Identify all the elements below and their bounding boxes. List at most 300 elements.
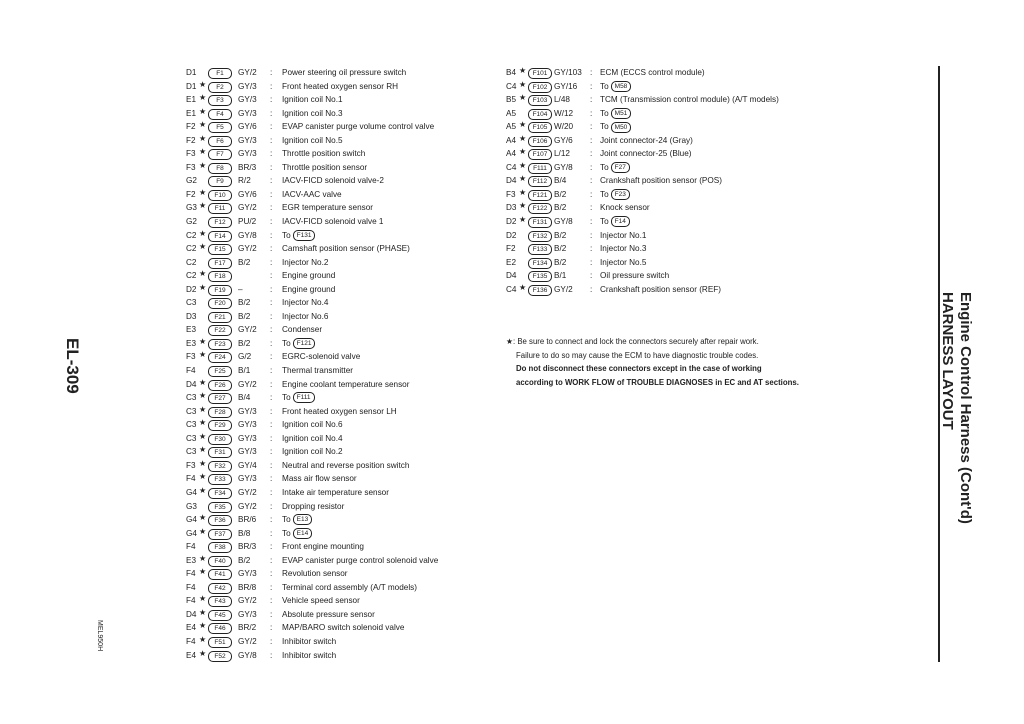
- star-mark: ★: [199, 106, 207, 116]
- connector-id-badge: F24: [208, 352, 232, 363]
- connector-description: Knock sensor: [600, 203, 650, 213]
- connector-description: To E14: [282, 527, 312, 541]
- grid-position: G4: [186, 515, 197, 525]
- grid-position: D2: [186, 284, 197, 294]
- colon: :: [590, 81, 593, 91]
- connector-id-badge: F132: [528, 231, 552, 242]
- colon: :: [270, 650, 273, 660]
- connector-color: B/2: [554, 257, 567, 267]
- connector-id-badge: F27: [208, 393, 232, 404]
- star-mark: ★: [199, 404, 207, 414]
- connector-description: To F111: [282, 391, 315, 405]
- connector-description: EGR temperature sensor: [282, 203, 374, 213]
- colon: :: [590, 271, 593, 281]
- colon: :: [270, 569, 273, 579]
- star-mark: ★: [199, 282, 207, 292]
- grid-position: F2: [186, 135, 196, 145]
- connector-description: Front engine mounting: [282, 542, 364, 552]
- colon: :: [270, 271, 273, 281]
- connector-id-badge: F15: [208, 244, 232, 255]
- connector-color: B/2: [554, 189, 567, 199]
- connector-description: Mass air flow sensor: [282, 474, 357, 484]
- colon: :: [270, 135, 273, 145]
- star-mark: ★: [519, 174, 527, 184]
- to-connector-badge: F121: [293, 338, 316, 349]
- connector-color: B/8: [238, 528, 251, 538]
- colon: :: [590, 95, 593, 105]
- connector-id-badge: F34: [208, 488, 232, 499]
- grid-position: G3: [186, 501, 197, 511]
- star-mark: ★: [519, 133, 527, 143]
- connector-id-badge: F12: [208, 217, 232, 228]
- note-line-1: [506, 335, 799, 349]
- connector-id-badge: F51: [208, 637, 232, 648]
- colon: :: [270, 203, 273, 213]
- star-mark: ★: [199, 485, 207, 495]
- connector-id-badge: F42: [208, 583, 232, 594]
- grid-position: D3: [506, 203, 517, 213]
- connector-color: B/2: [238, 555, 251, 565]
- grid-position: C2: [186, 271, 197, 281]
- colon: :: [270, 230, 273, 240]
- colon: :: [270, 325, 273, 335]
- connector-id-badge: F134: [528, 258, 552, 269]
- to-connector-badge: M58: [611, 81, 632, 92]
- connector-color: GY/2: [238, 68, 257, 77]
- connector-color: BR/3: [238, 542, 257, 552]
- grid-position: E3: [186, 338, 197, 348]
- connector-color: L/12: [554, 149, 570, 159]
- connector-description: To F23: [600, 188, 630, 202]
- grid-position: B5: [506, 95, 517, 105]
- grid-position: F3: [506, 189, 516, 199]
- connector-description: Ignition coil No.5: [282, 135, 343, 145]
- connector-description: Thermal transmitter: [282, 366, 353, 376]
- connector-description: Injector No.6: [282, 311, 329, 321]
- colon: :: [270, 636, 273, 646]
- grid-position: F4: [186, 636, 196, 646]
- star-mark: ★: [199, 120, 207, 130]
- connector-description: Camshaft position sensor (PHASE): [282, 244, 410, 254]
- star-mark: ★: [199, 79, 207, 89]
- connector-color: GY/3: [238, 108, 257, 118]
- grid-position: F2: [186, 122, 196, 132]
- connector-color: G/2: [238, 352, 252, 362]
- connector-description: To F131: [282, 229, 315, 243]
- star-mark: ★: [199, 336, 207, 346]
- grid-position: A5: [506, 122, 517, 132]
- grid-position: D1: [186, 81, 197, 91]
- connector-color: GY/2: [554, 284, 573, 294]
- connector-description: Injector No.3: [600, 244, 647, 254]
- connector-color: B/2: [238, 298, 251, 308]
- connector-id-badge: F21: [208, 312, 232, 323]
- star-mark: ★: [199, 160, 207, 170]
- colon: :: [270, 311, 273, 321]
- to-connector-badge: M51: [611, 108, 632, 119]
- star-mark: ★: [199, 269, 207, 279]
- connector-color: B/2: [554, 244, 567, 254]
- connector-id-badge: F103: [528, 95, 552, 106]
- grid-position: A4: [506, 149, 517, 159]
- grid-position: C2: [186, 230, 197, 240]
- connector-id-badge: F35: [208, 502, 232, 513]
- grid-position: C4: [506, 162, 517, 172]
- star-mark: ★: [199, 648, 207, 658]
- connector-id-badge: F122: [528, 203, 552, 214]
- connector-description: Crankshaft position sensor (POS): [600, 176, 722, 186]
- connector-color: GY/2: [238, 244, 257, 254]
- connector-description: Condenser: [282, 325, 323, 335]
- grid-position: D1: [186, 68, 197, 77]
- page-number: EL-309: [63, 338, 82, 394]
- colon: :: [590, 257, 593, 267]
- connector-color: B/2: [238, 311, 251, 321]
- connector-color: GY/3: [238, 81, 257, 91]
- connector-id-badge: F26: [208, 380, 232, 391]
- star-mark: ★: [199, 187, 207, 197]
- connector-color: BR/3: [238, 162, 257, 172]
- colon: :: [270, 284, 273, 294]
- connector-id-badge: F38: [208, 542, 232, 553]
- connector-description: Injector No.4: [282, 298, 329, 308]
- connector-description: MAP/BARO switch solenoid valve: [282, 623, 405, 633]
- connector-id-badge: F36: [208, 515, 232, 526]
- connector-color: B/4: [554, 176, 567, 186]
- connector-id-badge: F31: [208, 447, 232, 458]
- connector-id-badge: F9: [208, 176, 232, 187]
- connector-id-badge: F14: [208, 231, 232, 242]
- star-mark: ★: [519, 93, 527, 103]
- colon: :: [270, 596, 273, 606]
- to-connector-badge: F23: [611, 189, 630, 200]
- grid-position: D3: [186, 311, 197, 321]
- connector-color: GY/2: [238, 379, 257, 389]
- grid-position: D4: [506, 176, 517, 186]
- connector-color: GY/2: [238, 325, 257, 335]
- colon: :: [270, 352, 273, 362]
- colon: :: [270, 474, 273, 484]
- grid-position: A4: [506, 135, 517, 145]
- star-mark: ★: [199, 431, 207, 441]
- colon: :: [270, 189, 273, 199]
- connector-color: BR/2: [238, 623, 257, 633]
- page-title: HARNESS LAYOUT: [939, 292, 956, 430]
- figure-id: MEL950H: [96, 620, 103, 652]
- star-mark: ★: [199, 242, 207, 252]
- connector-id-badge: F105: [528, 122, 552, 133]
- connector-description: Front heated oxygen sensor RH: [282, 81, 399, 91]
- to-connector-badge: M50: [611, 122, 632, 133]
- colon: :: [590, 284, 593, 294]
- connector-id-badge: F18: [208, 271, 232, 282]
- connector-color: GY/8: [554, 162, 573, 172]
- connector-description: IACV-FICD solenoid valve 1: [282, 217, 384, 227]
- connector-description: TCM (Transmission control module) (A/T models): [600, 95, 779, 105]
- connector-description: Injector No.5: [600, 257, 647, 267]
- star-mark: ★: [199, 445, 207, 455]
- colon: :: [590, 203, 593, 213]
- connector-description: Ignition coil No.6: [282, 420, 343, 430]
- grid-position: E1: [186, 108, 197, 118]
- connector-description: Engine ground: [282, 271, 336, 281]
- colon: :: [270, 176, 273, 186]
- connector-color: GY/2: [238, 636, 257, 646]
- connector-description: Ignition coil No.3: [282, 108, 343, 118]
- grid-position: F4: [186, 474, 196, 484]
- connector-id-badge: F133: [528, 244, 552, 255]
- star-mark: ★: [199, 526, 207, 536]
- note-text-1: Be sure to connect and lock the connectors securely after repair work.: [517, 337, 759, 346]
- connector-color: PU/2: [238, 217, 257, 227]
- connector-id-badge: F46: [208, 623, 232, 634]
- grid-position: C2: [186, 244, 197, 254]
- star-mark: ★: [199, 147, 207, 157]
- grid-position: F3: [186, 352, 196, 362]
- grid-position: F3: [186, 460, 196, 470]
- star-mark: ★: [199, 472, 207, 482]
- star-mark: ★: [519, 160, 527, 170]
- grid-position: F2: [506, 244, 516, 254]
- colon: :: [270, 420, 273, 430]
- connector-id-badge: F106: [528, 136, 552, 147]
- page-title-block: [932, 292, 974, 552]
- connector-id-badge: F8: [208, 163, 232, 174]
- colon: :: [590, 122, 593, 132]
- connector-description: Throttle position sensor: [282, 162, 368, 172]
- grid-position: F4: [186, 366, 196, 376]
- connector-color: GY/3: [238, 609, 257, 619]
- grid-position: E3: [186, 325, 197, 335]
- connector-description: Inhibitor switch: [282, 650, 337, 660]
- connector-color: L/48: [554, 95, 570, 105]
- colon: :: [590, 230, 593, 240]
- grid-position: G2: [186, 176, 197, 186]
- connector-color: –: [238, 284, 243, 294]
- connector-color: GY/4: [238, 460, 257, 470]
- connector-color: GY/8: [238, 230, 257, 240]
- connector-color: GY/3: [238, 420, 257, 430]
- connector-description: Engine ground: [282, 284, 336, 294]
- colon: :: [590, 244, 593, 254]
- connector-description: IACV-FICD solenoid valve-2: [282, 176, 384, 186]
- colon: :: [590, 68, 593, 77]
- star-mark: ★: [199, 458, 207, 468]
- star-mark: ★: [519, 66, 527, 75]
- colon: :: [270, 528, 273, 538]
- connector-color: B/1: [238, 366, 251, 376]
- colon: :: [270, 406, 273, 416]
- colon: :: [270, 433, 273, 443]
- note-line-4: according to WORK FLOW of TROUBLE DIAGNOSES in EC and AT sections.: [516, 377, 799, 387]
- grid-position: F4: [186, 542, 196, 552]
- grid-position: C3: [186, 433, 197, 443]
- connector-id-badge: F135: [528, 271, 552, 282]
- colon: :: [270, 162, 273, 172]
- colon: :: [270, 460, 273, 470]
- grid-position: E1: [186, 95, 197, 105]
- grid-position: F4: [186, 569, 196, 579]
- colon: :: [270, 487, 273, 497]
- grid-position: G3: [186, 203, 197, 213]
- note-star: ★: [506, 337, 513, 346]
- connector-id-badge: F111: [528, 163, 552, 174]
- star-mark: ★: [199, 133, 207, 143]
- connector-id-badge: F25: [208, 366, 232, 377]
- colon: :: [270, 366, 273, 376]
- note-line-2: Failure to do so may cause the ECM to have diagnostic trouble codes.: [516, 350, 759, 360]
- connector-id-badge: F3: [208, 95, 232, 106]
- star-mark: ★: [199, 594, 207, 604]
- star-mark: ★: [199, 553, 207, 563]
- grid-position: E3: [186, 555, 197, 565]
- connector-color: GY/6: [238, 122, 257, 132]
- colon: :: [270, 298, 273, 308]
- connector-color: GY/6: [554, 135, 573, 145]
- star-mark: ★: [519, 120, 527, 130]
- connector-id-badge: F32: [208, 461, 232, 472]
- star-mark: ★: [519, 187, 527, 197]
- grid-position: C3: [186, 298, 197, 308]
- grid-position: E4: [186, 650, 197, 660]
- connector-description: Vehicle speed sensor: [282, 596, 360, 606]
- connector-color: GY/3: [238, 135, 257, 145]
- connector-description: Throttle position switch: [282, 149, 366, 159]
- star-mark: ★: [199, 377, 207, 387]
- grid-position: C3: [186, 406, 197, 416]
- connector-color: B/2: [554, 230, 567, 240]
- connector-color: B/4: [238, 393, 251, 403]
- connector-id-badge: F136: [528, 285, 552, 296]
- grid-position: C4: [506, 284, 517, 294]
- connector-id-badge: F131: [528, 217, 552, 228]
- connector-id-badge: F121: [528, 190, 552, 201]
- colon: :: [590, 135, 593, 145]
- connector-description: Oil pressure switch: [600, 271, 670, 281]
- connector-description: Joint connector-25 (Blue): [600, 149, 692, 159]
- connector-color: BR/8: [238, 582, 257, 592]
- connector-id-badge: F22: [208, 325, 232, 336]
- grid-position: G4: [186, 487, 197, 497]
- grid-position: C2: [186, 257, 197, 267]
- connector-description: EGRC-solenoid valve: [282, 352, 361, 362]
- connector-color: GY/8: [554, 217, 573, 227]
- connector-description: Crankshaft position sensor (REF): [600, 284, 722, 294]
- connector-id-badge: F19: [208, 285, 232, 296]
- colon: :: [270, 338, 273, 348]
- connector-id-badge: F20: [208, 298, 232, 309]
- connector-id-badge: F28: [208, 407, 232, 418]
- connector-color: GY/3: [238, 433, 257, 443]
- grid-position: F4: [186, 596, 196, 606]
- to-connector-badge: F14: [611, 216, 630, 227]
- star-mark: ★: [199, 228, 207, 238]
- grid-position: D2: [506, 217, 517, 227]
- grid-position: D4: [186, 379, 197, 389]
- connector-color: B/2: [238, 338, 251, 348]
- connector-description: Engine coolant temperature sensor: [282, 379, 410, 389]
- colon: :: [270, 95, 273, 105]
- page-subtitle: Engine Control Harness (Cont'd): [957, 292, 974, 524]
- connector-description: Injector No.1: [600, 230, 647, 240]
- connector-color: GY/8: [238, 650, 257, 660]
- colon: :: [270, 257, 273, 267]
- grid-position: C3: [186, 420, 197, 430]
- colon: :: [270, 379, 273, 389]
- colon: :: [270, 501, 273, 511]
- connector-color: GY/3: [238, 569, 257, 579]
- connector-id-badge: F101: [528, 68, 552, 79]
- connector-color: GY/3: [238, 149, 257, 159]
- connector-description: To M50: [600, 120, 631, 134]
- connector-color: GY/3: [238, 406, 257, 416]
- colon: :: [270, 217, 273, 227]
- connector-id-badge: F11: [208, 203, 232, 214]
- colon: :: [270, 609, 273, 619]
- connector-id-badge: F33: [208, 474, 232, 485]
- connector-id-badge: F5: [208, 122, 232, 133]
- star-mark: ★: [199, 93, 207, 103]
- to-connector-badge: F27: [611, 162, 630, 173]
- colon: :: [270, 81, 273, 91]
- connector-color: GY/3: [238, 447, 257, 457]
- grid-position: E2: [506, 257, 517, 267]
- grid-position: D2: [506, 230, 517, 240]
- connector-color: B/1: [554, 271, 567, 281]
- colon: :: [590, 162, 593, 172]
- connector-id-badge: F23: [208, 339, 232, 350]
- star-mark: ★: [199, 391, 207, 401]
- connector-description: Ignition coil No.4: [282, 433, 343, 443]
- grid-position: A5: [506, 108, 517, 118]
- connector-description: To F27: [600, 161, 630, 175]
- connector-description: Joint connector-24 (Gray): [600, 135, 693, 145]
- grid-position: G4: [186, 528, 197, 538]
- star-mark: ★: [199, 634, 207, 644]
- grid-position: F4: [186, 582, 196, 592]
- connector-id-badge: F2: [208, 82, 232, 93]
- note-line-3: Do not disconnect these connectors except in the case of working: [516, 364, 762, 373]
- notes: [506, 335, 799, 389]
- grid-position: C3: [186, 447, 197, 457]
- connector-color: GY/2: [238, 501, 257, 511]
- to-connector-badge: E13: [293, 514, 313, 525]
- colon: :: [270, 623, 273, 633]
- colon: :: [590, 149, 593, 159]
- connector-description: To F14: [600, 215, 630, 229]
- colon: :: [590, 176, 593, 186]
- grid-position: E4: [186, 623, 197, 633]
- colon: :: [270, 108, 273, 118]
- connector-color: GY/2: [238, 487, 257, 497]
- connector-id-badge: F17: [208, 258, 232, 269]
- colon: :: [270, 447, 273, 457]
- colon: :: [270, 244, 273, 254]
- connector-id-badge: F7: [208, 149, 232, 160]
- colon: :: [270, 542, 273, 552]
- connector-color: GY/2: [238, 596, 257, 606]
- connector-color: BR/6: [238, 515, 257, 525]
- connector-description: Front heated oxygen sensor LH: [282, 406, 397, 416]
- star-mark: ★: [199, 513, 207, 523]
- colon: :: [270, 122, 273, 132]
- connector-id-badge: F30: [208, 434, 232, 445]
- connector-id-badge: F4: [208, 109, 232, 120]
- star-mark: ★: [519, 215, 527, 225]
- connector-color: B/2: [554, 203, 567, 213]
- colon: :: [270, 149, 273, 159]
- grid-position: C4: [506, 81, 517, 91]
